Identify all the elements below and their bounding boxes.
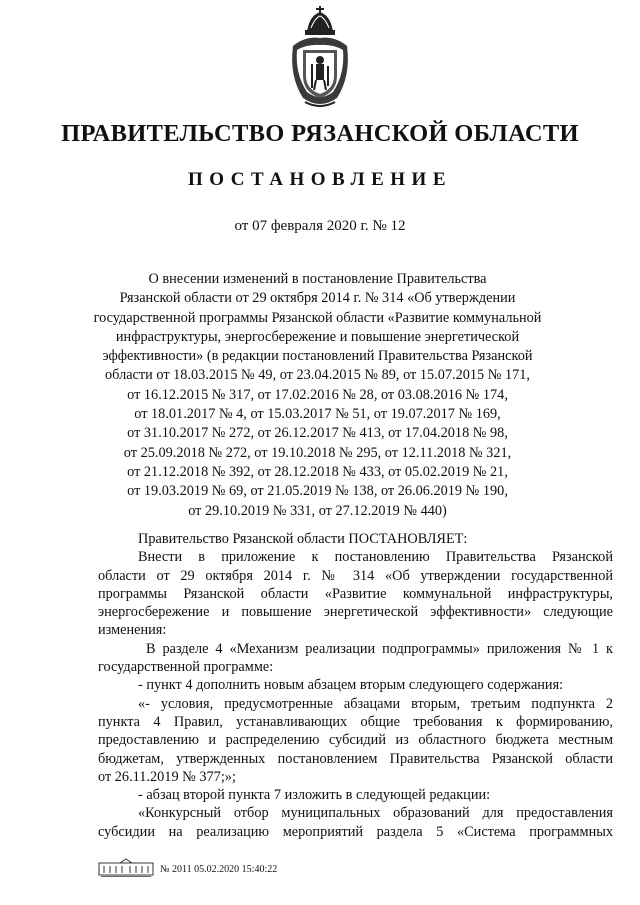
subject-line: от 16.12.2015 № 317, от 17.02.2016 № 28, от 03.08.2016 № 174, [127,386,508,403]
government-title: ПРАВИТЕЛЬСТВО РЯЗАНСКОЙ ОБЛАСТИ [61,120,579,147]
document-footer [98,858,328,888]
subject-line: Рязанской области от 29 октября 2014 г. № 314 «Об утверждении [119,290,516,307]
body-line: пункта 4 Правил, устанавливающих общие требования к формированию, [98,713,613,730]
subject-line: О внесении изменений в постановление Правительства [148,271,487,287]
body-line: государственной программе: [98,659,274,676]
ryazan-coat-of-arms-icon [285,6,355,110]
body-line: энергосбережение и повышение энергетической эффективности» следующие [98,604,613,621]
document-subject [40,270,595,521]
body-line: программы Рязанской области «Развитие коммунальной инфраструктуры, [98,585,613,602]
document-type: ПОСТАНОВЛЕНИЕ [187,169,453,190]
subject-line: инфраструктуры, энергосбережение и повышение энергетической [115,328,520,345]
body-line: - абзац второй пункта 7 изложить в следующей редакции: [138,787,491,804]
body-line: «- условия, предусмотренные абзацами вторым, третьим подпункта 2 [138,695,613,712]
body-line: Правительство Рязанской области ПОСТАНОВЛЯЕТ: [138,531,468,547]
body-line: бюджетам, утвержденных постановлением Правительства Рязанской области [98,750,613,767]
body-line: «Конкурсный отбор муниципальных образований для предоставления [138,805,613,822]
body-line: изменения: [98,622,167,639]
subject-line: от 25.09.2018 № 272, от 19.10.2018 № 295, от 12.11.2018 № 321, [123,444,512,461]
body-line: Внести в приложение к постановлению Правительства Рязанской [138,549,613,566]
body-line: В разделе 4 «Механизм реализации подпрограммы» приложения № 1 к [146,640,613,657]
subject-line: от 29.10.2019 № 331, от 27.12.2019 № 440) [188,502,447,519]
document-date-number: от 07 февраля 2020 г. № 12 [234,218,406,234]
document-body [98,530,613,841]
body-line: - пункт 4 дополнить новым абзацем вторым следующего содержания: [138,677,564,694]
document-registry-stamp-icon [98,858,154,878]
body-line: от 26.11.2019 № 377;»; [98,768,236,785]
body-line: субсидии на реализацию мероприятий раздела 5 «Система программных [98,823,613,840]
subject-line: от 21.12.2018 № 392, от 28.12.2018 № 433, от 05.02.2019 № 21, [127,463,508,480]
subject-line: государственной программы Рязанской области «Развитие коммунальной [93,309,542,326]
subject-line: эффективности» (в редакции постановлений Правительства Рязанской [102,348,533,365]
subject-line: от 19.03.2019 № 69, от 21.05.2019 № 138, от 26.06.2019 № 190, [127,483,508,500]
subject-line: от 31.10.2017 № 272, от 26.12.2017 № 413, от 17.04.2018 № 98, [127,425,508,442]
body-line: области от 29 октября 2014 г. № 314 «Об утверждении государственной [98,567,613,584]
registry-code: № 2011 05.02.2020 15:40:22 [160,864,278,875]
subject-line: от 18.01.2017 № 4, от 15.03.2017 № 51, от 19.07.2017 № 169, [134,406,501,423]
body-line: предоставлению и распределению субсидий из областного бюджета местным [98,732,613,749]
subject-line: области от 18.03.2015 № 49, от 23.04.2015 № 89, от 15.07.2015 № 171, [105,367,530,384]
